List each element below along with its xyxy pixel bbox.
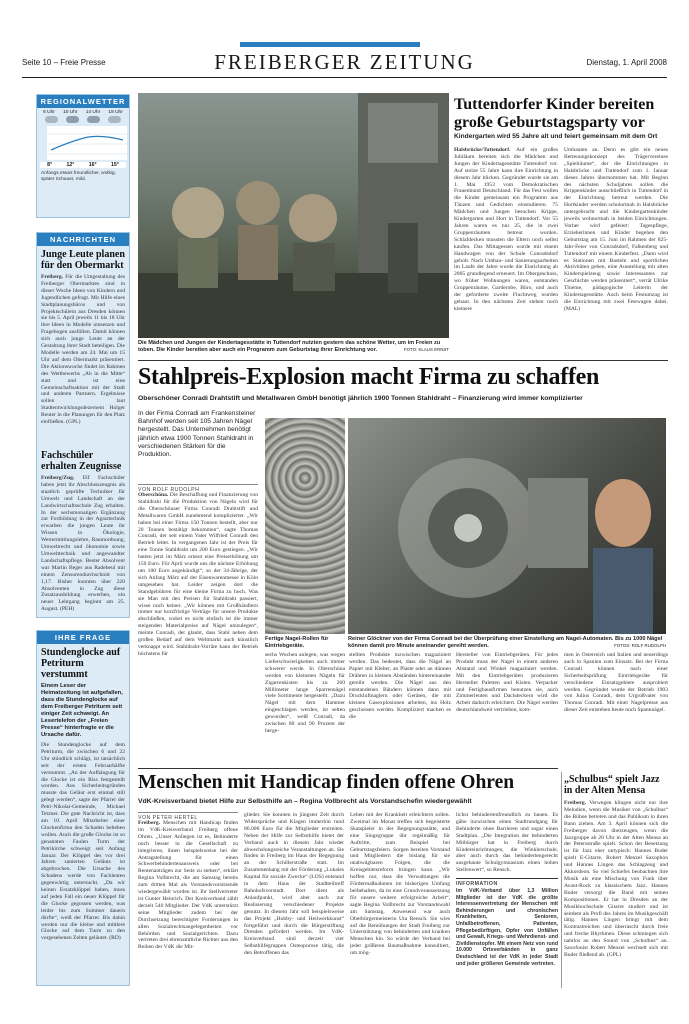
- nail-rolls-caption: Fertige Nagel-Rollen für Eintriebgeräte.: [265, 636, 329, 649]
- bottom-title: Menschen mit Handicap finden offene Ohren: [138, 772, 515, 793]
- cloud-icon: [66, 116, 79, 123]
- masthead: [22, 42, 667, 78]
- main-subtitle: Oberschöner Conradi Drahtstift und Metallwaren GmbH benötigt jährlich 1900 Tonnen Stahldraht – Finanzierung wird immer komplizierter: [138, 395, 583, 402]
- jazz-text: Verwegen klingen nicht nur ihre Melodien, wenn die Musiker von „Schulbus“ die Bühne betreten und das Publikum in ihren Bann ziehen. Am 3. April können sich die Freiberger davon überzeugen, wenn die Jazzgruppe ab 20 Uhr in der Alten Mensa an der Petersstraße spielt. Schon der Besetzung ist für Jazz eher untypisch: Hannes Buder spielt E-Gitarre, Robert Menzel Saxophon und Hannes Lingen das Schlagzeug und Akkordeon. So viel Schiefes beobachten ihre Musik als eine Mischung von Funk über Avant-Rock zu klassischem Jazz. Hannes Buder versorgt die Band mit seinen Kompositionen. Er hat in Dresden an der Musikhochschule Gitarre studiert und ist seitdem als Profi des Jahres im Musikgeschäft tätig. Hannes Lingen bringt mit dem Kontrastreichen und überrascht durch freie und freche Rhythmen. Diese schmiegen sich nahtlos an den Sound von „Schulbus“ an. Saxofonist Robert Menzel wechselt sich mit Buder fließend ab. (GPL): [564, 800, 668, 958]
- bottom-lead: Freiberg.: [138, 820, 161, 826]
- main-col-1: [138, 492, 258, 762]
- weather-header: REGIONALWETTER: [37, 95, 129, 108]
- issue-date: Dienstag, 1. April 2008: [586, 58, 667, 67]
- kindergarten-photo-art: [138, 93, 449, 338]
- top-photo-caption: [138, 340, 449, 356]
- top-col-2: Umbauten an. Denn es gibt ein neues Betreuungskonzept des Trägervereines „Spielräume“, der die Einrichtungen in Halsbrücke und Tuttendorf zum 1. Januar dieses Jahres übernommen hat. Mit Beginn des nächsten Schuljahres sollen die Krippenkinder ausschließlich in Tuttendorf in der Einrichtung betreut werden. Die Hortkinder werden schulortnah in Halsbrücke untergebracht und die Kindergartenkinder jeweils wohnortnah in beiden Einrichtungen. Vorher wird gefeiert: Tagespflege, Erzieherinnen und Kinder begehen den Geburtstag am 15. Juni im Rahmen der 825-Jahr-Feier von Conradsdorf, Falkenberg und Tuttendorf mit einem Kinderfest. „Dann wird es Stationen mit Basteln und sportlichen Aktivitäten geben, eine Ausstellung mit alten Kinderspielzeug sowie Interessantes zur Geschichte werden präsentiert“, verrät Ulrike Thieme, pädagogische Leiterin der Kindertagesstätte. Auch beim Festumzug ist die Einrichtung mit zwei Festwagen dabei. (MAL): [564, 147, 668, 312]
- news-1-lead: Freiberg.: [41, 274, 64, 280]
- news-2-text: Elf Fachschüler haben jetzt ihr Abschlusszeugnis als staatlich geprüfte Techniker für Umwelt und Landschaft an der Landwirtschaftsschule Zug erhalten. In der sechsmonatigen Ergänzung zur Fortbildung in der Agrartechnik erwarben die jungen Leute ihr Wissen in Ökologie, Wertermittlungslehre, Raumordnung, Umweltrecht und ökonomie sowie Umwelttechnik und angewandter Landschaftspflege. Bester Absolvent war Martin Beger aus Radebeul mit einem Zensurendurchschnitt von 1,17. Bisher konnten über 220 Absolventen in Zug diese Zusatzausbildung erwerben, ein neuer Lehrgang beginnt am 25. August. (PEH): [41, 475, 125, 613]
- page-number: Seite 10 – Freie Presse: [22, 58, 106, 67]
- news-2-title: Fachschüler erhalten Zeugnisse: [41, 450, 122, 472]
- top-caption-text: Die Mädchen und Jungen der Kindertagesstätte in Tuttendorf nutzten gestern das schöne Wetter, um im Freien zu toben. Die Kinder bereiten aber auch ein Programm zum Geburtstag ihrer Einrichtung vor.: [138, 340, 441, 353]
- weather-time-4: 18 Uhr: [108, 110, 123, 115]
- main-col-1-text: Die Beschaffung und Finanzierung von Stahldraht für die Produktion von Nägeln wird für die Oberschönaer Firma Conradi Drahtstift und Metallwaren GmbH zunehmend komplizierter. „Wir haben bei einer Firma 150 Tonnen bestellt, aber nur 20 Tonnen bestätigt bekommen“, sagte Thomas Conradi, der seit einem Vater Wilfried Conradi den Betrieb leitet. In vergangenen Jahr ist der Preis für eine Tonne Stahldraht um 200 Euro gestiegen. „Wir hatten jetzt im März erneut eine Preiserhöhung um 150 Euro. Für April wurde uns die nächste Erhöhung um 100 Euro angekündigt“, so der 34-Jährige, der sich Anfang März auf der Eisenwarenmesse in Köln umgesehen hat. Leider zeigen dort die Standgebühren für eine kleine Firma zu hoch. Was sie Man mit den Preisen für Stahldraht passiert, wisse noch keiner. „Wir können mit Großhändlern immer nur kurzfristige Verträge für unsere Produkte abschließen, wobei es nicht einfach ist die immer steigenden Materialpreise auf Nägel umzulegen“, meinte Conradi, der glaubt, dass Stahl neben dem großen Bedarf auf dem Weltmarkt auch künstlich verknappt wird. Stahldraht-Vorräte kann der Betrieb höchstens für: [138, 492, 258, 657]
- weather-temp-4: 15°: [110, 162, 119, 168]
- info-header: INFORMATION: [456, 881, 498, 887]
- question-box: [36, 630, 130, 986]
- top-photo-credit: FOTO: KLAUS ERNST: [403, 346, 449, 352]
- side-divider: [561, 772, 562, 988]
- main-intro: In der Firma Conradi am Frankensteiner Bahnhof werden seit 105 Jahren Nägel hergestellt. Das Unternehmen benötigt jährlich etwa 1900 Tonnen Stahldraht in verschiedenen Stärken für die Produktion.: [138, 410, 256, 459]
- question-header: IHRE FRAGE: [37, 631, 129, 644]
- news-1-body: [41, 274, 125, 446]
- main-col-2: sechs Wochen anlegen, was wegen Lieferschwierigkeiten auch immer schwerer werde. In Oberschöna werden von kleinsten Nägeln für Zigarrenkisten bis zu 260 Millimeter lange Sparrennägel viele Sortimente hergestellt. „Dazu Nägel mit dem Hammer eingeschlagen werden, ist selten geworden“, weiß Conradi, da zwischen 80 und 90 Prozent der herge-: [265, 652, 345, 734]
- main-col-3: stellten Produkte inzwischen magaziniert werden. Das bedeutet, dass die Nägel an Papier mit Kleber, an Plaste oder an dünnen Drähten in kleinen Abständen hintereinander gereiht werden. Die Nägel aus den entstandenen Bändern können dann mit Druckluftnaglern oder Geräten, die mit kleinen Gasexplosionen arbeiten, ins Holz geschossen werden. Kompliziert machen es die: [349, 652, 451, 721]
- main-col-5: men in Österreich und Italien und neuerdings auch in Spanien zum Einsatz. Bei der Firma Conradi können nach einer Sicherheitsprüfung Eintriebgeräte für verschiedene Einsatzgebiete ausprobiert werden. Gegründet wurde der Betrieb 1903 von Julius Conradi, dem Urgroßvater von Thomas Conradi. Mit einer Nagelpresse aus dieser Zeit entstehen heute noch Spannnägel.: [564, 652, 668, 714]
- jazz-body: [564, 800, 668, 988]
- info-box: [456, 878, 558, 988]
- bottom-col-3: Leben mit der Krankheit erleichtern sollen. Zweimal im Monat treffen sich begeisterte Skatspieler in der Begegnungsstätte, und eine Singegruppe übt regelmäßig für Auftritte, zum Beispiel bei Geburtstagsfeiern. Sorgen bereiten Vorstand und Mitgliedern die bislang für sie unabwägbaren Folgen, die die Kreisgebietsreform bringen kann. „Wir hoffen nur, dass die Verwaltungen die Fördermaßnahmen im bisherigen Umfang beibehalten, da ist eine Grundvoraussetzung für unsere weitere erfolgreiche Arbeit“, sagte Regina Vollbrecht zur Vorstandswahl am Samstag. Anwesend war auch Oberbürgermeisterin Uta Rensch. Sie wies auf die Bemühungen der Stadt Freiberg zur Unterstützung von behinderten und kranken Menschen hin. So würde der Verband bei jeder größeren Baumaßnahme konsultiert, um mög-: [350, 812, 450, 957]
- news-header: NACHRICHTEN: [37, 233, 129, 246]
- top-title: Tuttendorfer Kinder bereiten große Geburtstagsparty vor: [454, 96, 655, 131]
- weather-times: [37, 108, 129, 115]
- weather-time-2: 10 Uhr: [63, 110, 78, 115]
- cloud-icon: [45, 116, 58, 123]
- divider-top: [138, 360, 668, 361]
- machine-caption-text: Reiner Glöckner von der Firma Conradi bei der Überprüfung einer Einstellung am Nagel-Automaten. Bis zu 1000 Nägel können damit pro Minute aneinander gereiht werden.: [348, 636, 663, 649]
- machine-photo: [348, 418, 666, 634]
- nail-rolls-photo: [265, 418, 345, 634]
- top-lead: Halsbrücke/Tuttendorf.: [454, 147, 511, 153]
- main-byline: VON ROLF RUDOLPH: [138, 484, 258, 493]
- temperature-curve: [39, 124, 129, 162]
- weather-temp-2: 12°: [66, 162, 75, 168]
- machine-caption: [348, 636, 666, 650]
- news-1-text: Für die Umgestaltung des Freiberger Obermarktes sind in dieser Woche Ideen von Kindern und Jugendlichen gefragt. Mit Hilfe eines Stadtplanungsbüros und von Projektschülern aus Dresden können sie bis 5. April jeweils 11 bis 18 Uhr ihre Ideen in Modelle umsetzen und Fragebogen ausfüllen. Damit können sich auch junge Leute an der Gestaltung ihrer Stadt beteiligen. Die Modelle werden am 24. Mai um 15 Uhr auf dem Obermarkt präsentiert. Die Aktionswoche findet im Rahmen des Wettbewerbs „Ab in die Mitte“ statt und ist eine Gemeinschaftsaktion mit der Stadt und anderen Partnern. Ergebnisse sollen laut Stadtentwicklungsdezernent Holger Reuter in die Planungen für den Platz einfließen. (GPL): [41, 274, 125, 426]
- weather-text: Anfangs etwas freundlicher, wolkig, später Schauer, mild.: [41, 171, 116, 182]
- cloud-icon: [108, 116, 121, 123]
- top-subtitle: Kindergarten wird 55 Jahre alt und feiert gemeinsam mit dem Ort: [454, 133, 658, 140]
- weather-time-3: 14 Uhr: [85, 110, 101, 115]
- weather-box: [36, 94, 130, 218]
- bottom-subtitle: VdK-Kreisverband bietet Hilfe zur Selbsthilfe an – Regina Vollbrecht als Vorstandschefin wiedergewählt: [138, 798, 472, 805]
- bottom-col-2: glieder. Sie konnten in jüngster Zeit durch Widersprüche und Klagen immerhin rund 86.000 Euro für die Mitglieder erstreiten. Neben der Hilfe zur Selbsthilfe bietet der Verband auch in diesem Jahr wieder abwechslungsreiche Veranstaltungen an. Sie finden in Freiberg im Haus der Begegnung an der Schillerstraße statt. Im Zusammenhang mit der Förderung „Lokales Kapital für soziale Zwecke“ (LOS) entstand in dem Haus der Stadtteiltreff Bahnhofsvorstadt. Dort dient als Anlaufpunkt, wird aber auch zur Realisierung verschiedener Projekte genutzt. In diesem Jahr soll beispielsweise das Projekt „Hobby- und Heilwerkkunst“ fortgeführt und durch die Bürgerstiftung Dresden gefördert werden. Im VdK-Kreisverband sind derzeit vier Selbsthilfegruppen Osteoporose tätig, die den Betroffenen das: [244, 812, 344, 957]
- news-2-body: [41, 475, 125, 627]
- news-1-title: Junge Leute planen für den Obermarkt: [41, 249, 125, 271]
- machine-photo-art: [348, 418, 666, 634]
- newspaper-title: FREIBERGER ZEITUNG: [214, 50, 475, 74]
- jazz-title: „Schulbus“ spielt Jazz in der Alten Mensa: [564, 774, 660, 796]
- main-lead: Oberschöna.: [138, 492, 169, 498]
- info-text: Im VdK-Verband über 1,3 Million Mitglieder ist der VdK die größte Interessenvertretung der Menschen mit Behinderungen und chronischen Krankheiten, Senioren, Unfallbetroffenen, Patienten, Pflegebedürftigen, Opfer von Unfällen und Gewalt, Kriegs- und Wehrdienst- und Zivildienstopfer. Mit einem Netz von rund 10.000 Ortsverbänden in ganz Deutschland ist der VdK in jeder Stadt und jeder größeren Gemeinde vertreten.: [456, 888, 558, 967]
- weather-time-1: 6 Uhr: [43, 110, 55, 115]
- bottom-col-1-text: Menschen mit Handicap finden im VdK-Kreisverband Freiberg offene Ohren. „Unser Anliegen ist es, Behinderte noch besser in die Gesellschaft zu integrieren, ihnen beispielsweise bei der Antragstellung für einen Schwerbehindertenausweis oder bei Rentenanträgen zur Seite zu stehen“, erklärt Regina Vollbrecht, die am Samstag bereits zum dritten Mal als Vorstandsvorsitzende wiedergewählt worden ist. Ihr Stellvertreter ist Gunter Heinrich. Der Kreisverband zählt derzeit 540 Mitglieder. Der VdK unterstützt seine Mitglieder zudem bei der Durchsetzung berechtigter Forderungen in allen Sozialrechtsangelegenheiten vor Behörden und Sozialgerichten. Dazu vertreten drei ehrenamtliche Richter aus den Reihen der VdK die Mit-: [138, 820, 238, 951]
- top-body-1: Auf ein großes Jubiläum bereiten sich die Mädchen und Jungen der Kindertagesstätte Tuttendorf vor. Auf stolze 55 Jahre kann ihre Einrichtung in diesem Jahr blicken. Gegründet wurde sie am 1. Mai 1953 vom Demokratischen Frauenbund Deutschland. Für das Fest wollen die Kinder gemeinsam ein Programm aus Tänzen und Gedichten einstudieren. 75 Mädchen und Jungen besuchen Krippe, Kindergarten und Hort in Tuttendorf. Vor 55 Jahren waren es nur 25, die in zwei Gruppenräumen betreut wurden. Schlafdecken mussten die Eltern noch selbst kaufen. Das Mittagessen wurde mit einem Handwagen von der Schule Conradsdorf geholt. Nach Umbau- und Sanierungsarbeiten im Laufe der Jahre wurde die Einrichtung ab 2005 grundlegend erneuert. Im Obergeschoss, wo früher Wohnungen waren, entstanden Gruppenräume, Garderobe, Büro, und auch der geforderte zweite Fluchtweg wurden gebaut. In den nächsten Zeit stehen noch kleinere: [454, 147, 558, 312]
- question-intro: Einem Leser der Heimatzeitung ist aufgefallen, dass die Stundenglocke auf dem Freiberger Petriturm seit einiger Zeit schweigt. An Lesertelefon der „Freien Presse“ hinterfragte er die Ursache dafür.: [41, 683, 123, 738]
- bottom-col-4: lichst behindertenfreundlich zu bauen. Es gäbe inzwischen einen Stadtrundgang für Behinderte ohne Barrieren und sogar einen Stadtplan. „Die Integration der behinderten Mitbürger hat in Freiberg durch Kindereinrichtungen, die Winklerschule, aber auch durch das behindertengerecht ausgebaute Schulgymnasium einen hohen Stellenwert“, so Rensch.: [456, 812, 558, 874]
- news-2-lead: Freiberg/Zug.: [41, 475, 75, 481]
- bottom-col-1: [138, 820, 238, 988]
- question-body: Die Stundenglocke auf dem Petriturm, die zwischen 6 und 22 Uhr stündlich schlägt, ist tatsächlich seit der ersten Februarhälfte verstummt. „An der Aufhängung für die Glocke ist ein Riss festgestellt worden. Aus Sicherheitsgründen musste das Geläut erst einmal still gelegt werden“, sagte der Pfarrer der Petri-Nikolai-Gemeinde, Michael Tetzner. Die gute Nachricht ist, dass am 10. April Mitarbeiter einer Glockenfirma den Schaden beheben wollen. Auch die große Glocke ist so genannten Faulen Turm der Petrikirche schweigt seit Anfang Januar. Der Klöppel des vor drei Jahren sanierten Geläuts ist abgebrochen. Die Ursache des Schadens werde von Fachleuten gegenwärtig untersucht. „Da wir keinen Ersatzklöppel haben, muss auf jeden Fall ein neuer Klöppel für die Glocke gegossen werden, was leider bis zum Sommer dauern dürfte“, weiß der Pfarrer. Bis dahin werden nur die kleine und mittlere Glocke auf dem Turm zu den vorgesehenen Zeiten geläutet. (RD): [41, 742, 125, 942]
- weather-cloud-icons: [37, 115, 129, 124]
- divider-bottom: [138, 768, 558, 769]
- question-title: Stundenglocke auf Petriturm verstummt: [41, 647, 121, 680]
- bottom-byline: VON PETER HERTEL: [138, 812, 238, 821]
- jazz-lead: Freiberg.: [564, 800, 587, 806]
- news-box: [36, 232, 130, 618]
- main-photo-credit: FOTOS: ROLF RUDOLPH: [614, 642, 666, 648]
- main-col-4: Hersteller von Eintriebgeräten. Für jedes Produkt muss der Nagel in einem anderen Abstand und Winkel magaziniert werden. Mit den Eintriebgeräten produzieren Hersteller Paletten und Kisten. Verpacker und Fertighausfirmen benutzen sie, auch Zimmerleuten und Dachdeckern wird die Arbeit dadurch erleichtert. Die Nägel werden deutschlandweit vertrieben, kom-: [456, 652, 558, 714]
- cloud-icon: [87, 116, 100, 123]
- main-title: Stahlpreis-Explosion macht Firma zu schaffen: [138, 364, 600, 390]
- weather-temp-3: 16°: [88, 162, 97, 168]
- kindergarten-photo: [138, 93, 449, 338]
- weather-temp-1: 8°: [47, 162, 53, 168]
- masthead-accent-bar: [240, 42, 420, 47]
- top-col-1: [454, 147, 558, 352]
